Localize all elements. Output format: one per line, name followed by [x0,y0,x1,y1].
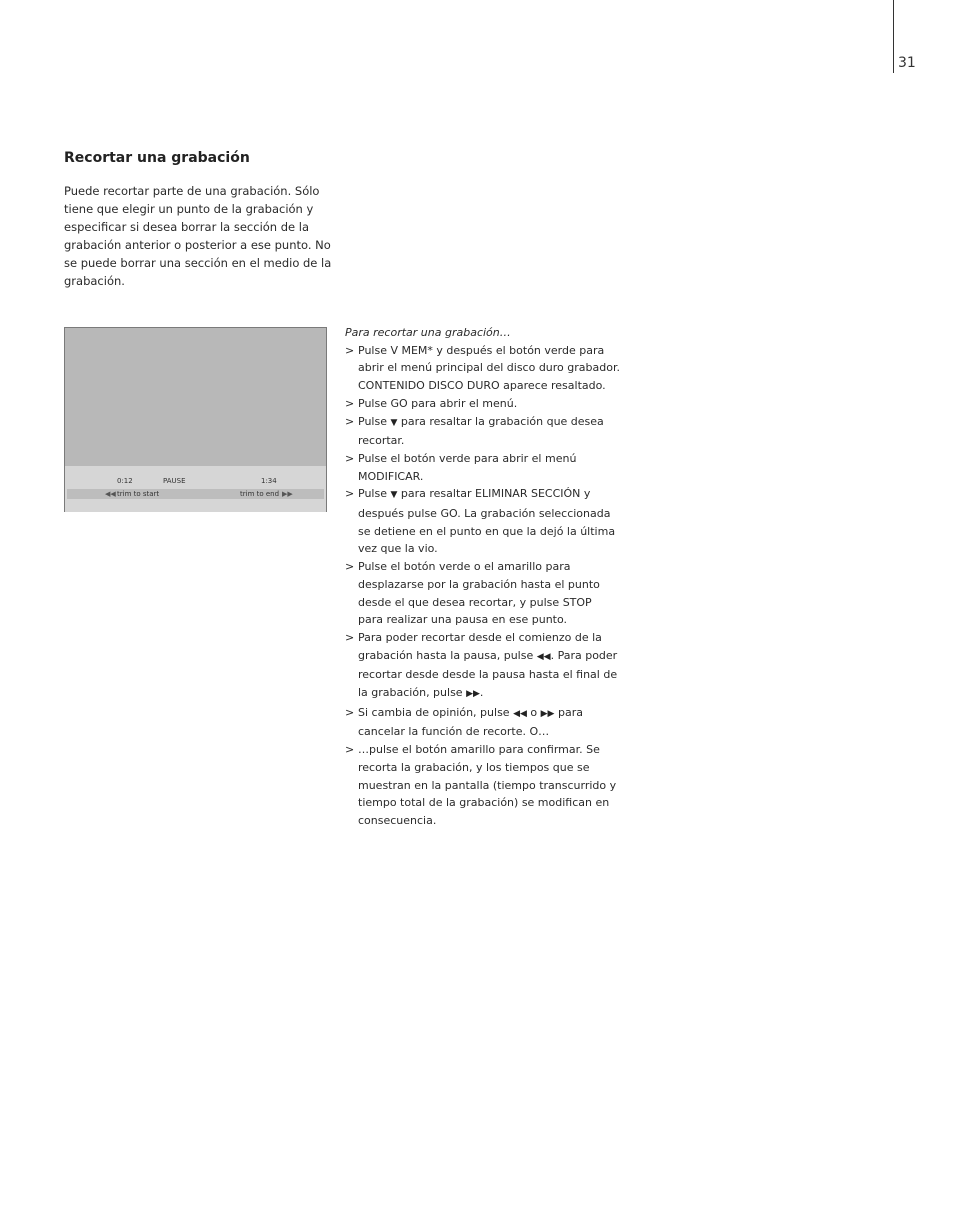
step-4: > Pulse el botón verde para abrir el menú MODIFICAR. [345,450,620,485]
elapsed-time: 0:12 [117,477,133,485]
go-key: GO [440,507,458,521]
step-3: > Pulse ▼ para resaltar la grabación que desea recortar. [345,413,620,450]
page-number: 31 [898,55,916,71]
go-key: GO [390,396,408,410]
rewind-icon: ◀◀ [513,708,527,719]
rewind-icon: ◀◀ [536,651,551,662]
vmem-key: V MEM* [390,343,433,357]
step-6: > Pulse el botón verde o el amarillo para desplazarse por la grabación hasta el punto desde el que desea recortar, y pulse STOP para realizar una pausa en ese punto. [345,558,620,629]
tv-screen-illustration [64,327,327,512]
trim-to-start-label: trim to start [117,490,160,498]
step-7: > Para poder recortar desde el comienzo de la grabación hasta la pausa, pulse ◀◀. Para poder recortar desde desde la pausa hasta el final de la grabación, pulse ▶▶. [345,629,620,704]
section-heading: Recortar una grabación [64,150,250,166]
step-9: > …pulse el botón amarillo para confirmar. Se recorta la grabación, y los tiempos que se muestran en la pantalla (tiempo transcurrido y tiempo total de la grabación) se modifican en consecuencia. [345,741,620,830]
instructions [345,324,620,830]
rewind-icon: ◀◀ [105,490,116,498]
fast-forward-icon: ▶▶ [466,689,480,700]
stop-key: STOP [562,595,592,609]
step-list [345,342,620,830]
fast-forward-icon: ▶▶ [540,708,555,719]
step-8: > Si cambia de opinión, pulse ◀◀ o ▶▶ para cancelar la función de recorte. O… [345,704,620,741]
trim-to-end-label: trim to end [240,490,280,498]
page-rule [893,0,894,73]
step-1: > Pulse V MEM* y después el botón verde para abrir el menú principal del disco duro grabador. CONTENIDO DISCO DURO aparece resaltado. [345,342,620,395]
arrow-down-icon: ▼ [390,417,398,428]
arrow-down-icon: ▼ [390,490,398,501]
fast-forward-icon: ▶▶ [282,490,293,498]
total-time: 1:34 [261,477,277,485]
step-5: > Pulse ▼ para resaltar ELIMINAR SECCIÓN y después pulse GO. La grabación seleccionada se detiene en el punto en que la dejó la última vez que la vio. [345,485,620,558]
step-2: > Pulse GO para abrir el menú. [345,395,620,413]
instructions-lead: Para recortar una grabación… [345,326,511,339]
intro-paragraph: Puede recortar parte de una grabación. Sólo tiene que elegir un punto de la grabación y especificar si desea borrar la sección de la grabación anterior o posterior a ese punto. No se puede borrar una sección en el medio de la grabación. [64,184,332,288]
playback-status: PAUSE [163,477,186,485]
